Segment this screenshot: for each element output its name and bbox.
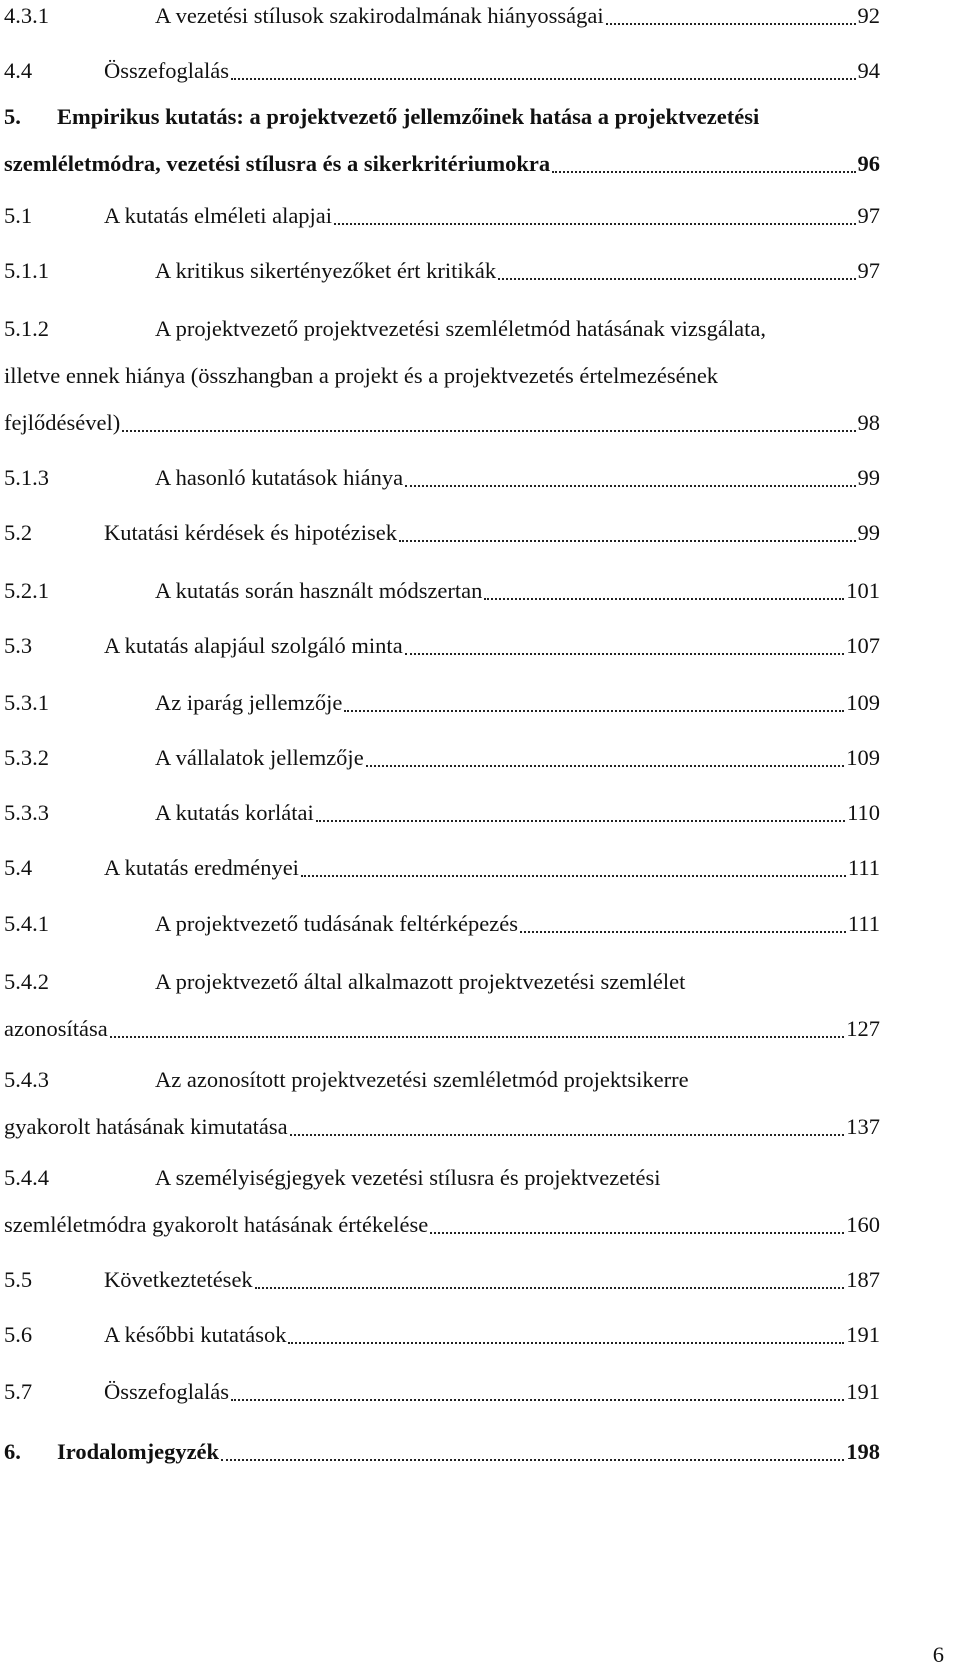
toc-entry-number: 5.2.1	[4, 578, 49, 603]
toc-entry-page: 191	[846, 1379, 880, 1404]
dot-leader	[430, 1232, 844, 1234]
toc-entry-page: 160	[846, 1212, 880, 1237]
dot-leader	[405, 653, 845, 655]
dot-leader	[399, 540, 855, 542]
dot-leader	[122, 430, 855, 432]
toc-entry-page: 97	[857, 258, 880, 283]
toc-entry-title: A kutatás alapjául szolgáló minta	[104, 633, 403, 658]
toc-entry-number: 5.7	[4, 1379, 33, 1404]
toc-entry-title: Kutatási kérdések és hipotézisek	[104, 520, 398, 545]
toc-entry-page: 111	[847, 911, 880, 936]
toc-entry-page: 111	[847, 855, 880, 880]
toc-entry-title: Következtetések	[104, 1267, 253, 1292]
toc-entry-number: 5.4.1	[4, 911, 49, 936]
toc-entry-number: 5.	[4, 104, 21, 129]
toc-entry-page: 99	[857, 465, 880, 490]
toc-entry-title: A későbbi kutatások	[104, 1322, 287, 1347]
dot-leader	[366, 765, 845, 767]
toc-entry-page: 99	[857, 520, 880, 545]
toc-entry-title: A projektvezető által alkalmazott projektvezetési szemlélet	[155, 969, 686, 994]
toc-entry-page: 191	[846, 1322, 880, 1347]
toc-entry-title: szemléletmódra gyakorolt hatásának értékelése	[4, 1212, 429, 1237]
dot-leader	[405, 485, 855, 487]
toc-entry-page: 107	[846, 633, 880, 658]
dot-leader	[334, 223, 855, 225]
toc-entry-number: 5.4.2	[4, 969, 49, 994]
toc-entry-number: 5.1.1	[4, 258, 49, 283]
dot-leader	[498, 278, 855, 280]
toc-entry-title: A személyiségjegyek vezetési stílusra és projektvezetési	[155, 1165, 661, 1190]
toc-entry-number: 6.	[4, 1439, 21, 1464]
toc-entry-page: 109	[846, 690, 880, 715]
toc-entry-page: 92	[857, 3, 880, 28]
toc-entry-page: 198	[846, 1439, 880, 1464]
toc-entry-page: 109	[846, 745, 880, 770]
toc-entry-page: 97	[857, 203, 880, 228]
dot-leader	[221, 1459, 844, 1461]
toc-entry-number: 5.3.2	[4, 745, 49, 770]
toc-entry-number: 4.4	[4, 58, 33, 83]
toc-entry-title: azonosítása	[4, 1016, 108, 1041]
dot-leader	[484, 598, 844, 600]
toc-entry-page: 127	[846, 1016, 880, 1041]
toc-entry-number: 5.4.3	[4, 1067, 49, 1092]
dot-leader	[301, 875, 846, 877]
toc-entry-title: fejlődésével)	[4, 410, 121, 435]
toc-entry-number: 5.4	[4, 855, 33, 880]
toc-entry-title: szemléletmódra, vezetési stílusra és a sikerkritériumokra	[4, 151, 551, 176]
toc-entry-title: A kutatás korlátai	[155, 800, 314, 825]
toc-entry-page: 96	[857, 151, 880, 176]
toc-entry-number: 5.1.2	[4, 316, 49, 341]
toc-entry-title: A kutatás eredményei	[104, 855, 299, 880]
toc-entry-title: gyakorolt hatásának kimutatása	[4, 1114, 288, 1139]
toc-entry-title: A vállalatok jellemzője	[155, 745, 364, 770]
toc-entry-page: 98	[857, 410, 880, 435]
toc-entry-number: 5.5	[4, 1267, 33, 1292]
toc-entry-page: 101	[846, 578, 880, 603]
dot-leader	[231, 1399, 844, 1401]
toc-entry-title: A hasonló kutatások hiánya	[155, 465, 404, 490]
toc-entry-number: 4.3.1	[4, 3, 49, 28]
dot-leader	[231, 78, 856, 80]
toc-entry-title: A kutatás során használt módszertan	[155, 578, 483, 603]
toc-entry-number: 5.2	[4, 520, 33, 545]
toc-entry-title: A kritikus sikertényezőket ért kritikák	[155, 258, 497, 283]
toc-entry-title: Az azonosított projektvezetési szemléletmód projektsikerre	[155, 1067, 689, 1092]
toc-entry-title: illetve ennek hiánya (összhangban a projekt és a projektvezetés értelmezésének	[4, 363, 719, 388]
toc-entry-title: Empirikus kutatás: a projektvezető jellemzőinek hatása a projektvezetési	[57, 104, 760, 129]
dot-leader	[344, 710, 844, 712]
toc-entry-number: 5.6	[4, 1322, 33, 1347]
dot-leader	[288, 1342, 844, 1344]
toc-entry-number: 5.3.3	[4, 800, 49, 825]
toc-entry-page: 187	[846, 1267, 880, 1292]
toc-entry-number: 5.4.4	[4, 1165, 49, 1190]
toc-entry-title: Összefoglalás	[104, 1379, 229, 1404]
dot-leader	[552, 171, 855, 173]
dot-leader	[110, 1036, 845, 1038]
toc-entry-number: 5.1	[4, 203, 33, 228]
dot-leader	[606, 23, 856, 25]
dot-leader	[290, 1134, 845, 1136]
toc-entry-title: A projektvezető projektvezetési szemléletmód hatásának vizsgálata,	[155, 316, 767, 341]
toc-entry-title: A kutatás elméleti alapjai	[104, 203, 333, 228]
toc-entry-number: 5.3.1	[4, 690, 49, 715]
dot-leader	[255, 1287, 845, 1289]
toc-entry-page: 94	[857, 58, 880, 83]
toc-entry-page: 137	[846, 1114, 880, 1139]
dot-leader	[316, 820, 845, 822]
toc-entry-title: Irodalomjegyzék	[57, 1439, 220, 1464]
toc-entry-title: Összefoglalás	[104, 58, 229, 83]
toc-entry-title: Az iparág jellemzője	[155, 690, 343, 715]
toc-entry-number: 5.1.3	[4, 465, 49, 490]
page-number: 6	[932, 1642, 944, 1667]
toc-entry-title: A projektvezető tudásának feltérképezés	[155, 911, 518, 936]
toc-entry-title: A vezetési stílusok szakirodalmának hiányosságai	[155, 3, 604, 28]
toc-entry-number: 5.3	[4, 633, 33, 658]
toc-entry-page: 110	[847, 800, 880, 825]
dot-leader	[520, 931, 846, 933]
